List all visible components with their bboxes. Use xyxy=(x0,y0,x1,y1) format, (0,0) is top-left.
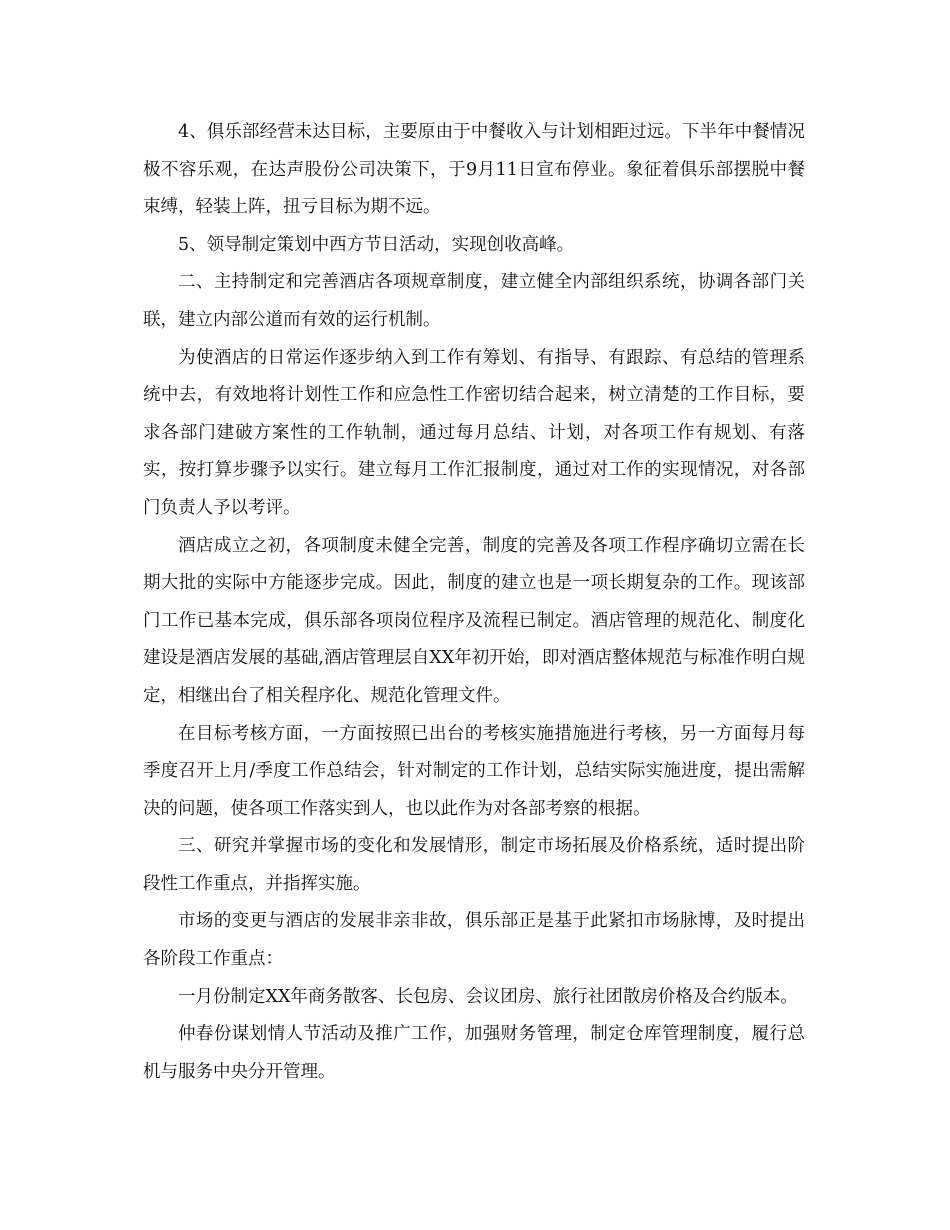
paragraph-daily-operations: 为使酒店的日常运作逐步纳入到工作有筹划、有指导、有跟踪、有总结的管理系统中去，有效地将计划性工作和应急性工作密切结合起来，树立清楚的工作目标，要求各部门建破方案性的工作轨制，通过每月总结、计划，对各项工作有规划、有落实，按打算步骤予以实行。建立每月工作汇报制度，通过对工作的实现情况，对各部门负责人予以考评。 xyxy=(143,347,805,518)
paragraph-market-changes: 市场的变更与酒店的发展非亲非故，俱乐部正是基于此紧扣市场脉博，及时提出各阶段工作重点： xyxy=(143,911,805,970)
paragraph-january-plan: 一月份制定XX年商务散客、长包房、会议团房、旅行社团散房价格及合约版本。 xyxy=(178,986,798,1007)
paragraph-spring-plan: 仲春份谋划情人节活动及推广工作，加强财务管理，制定仓库管理制度，履行总机与服务中央分开管理。 xyxy=(143,1024,805,1082)
document-body xyxy=(143,114,805,1091)
paragraph-club-operations: 4、俱乐部经营未达目标，主要原由于中餐收入与计划相距过远。下半年中餐情况极不容乐观，在达声股份公司决策下，于9月11日宣布停业。象征着俱乐部摆脱中餐束缚，轻装上阵，扭亏目标为期不远。 xyxy=(143,122,805,218)
paragraph-section-three-heading: 三、研究并掌握市场的变化和发展情形，制定市场拓展及价格系统，适时提出阶段性工作重点，并指挥实施。 xyxy=(143,836,805,894)
paragraph-target-assessment: 在目标考核方面，一方面按照已出台的考核实施措施进行考核，另一方面每月每季度召开上月/季度工作总结会，针对制定的工作计划，总结实际实施进度，提出需解决的问题，使各项工作落实到人，也以此作为对各部考察的根据。 xyxy=(143,723,805,819)
paragraph-section-two-heading: 二、主持制定和完善酒店各项规章制度，建立健全内部组织系统，协调各部门关联，建立内部公道而有效的运行机制。 xyxy=(143,272,805,330)
paragraph-holiday-events: 5、领导制定策划中西方节日活动，实现创收高峰。 xyxy=(178,234,575,255)
paragraph-system-establishment: 酒店成立之初，各项制度未健全完善，制度的完善及各项工作程序确切立需在长期大批的实际中方能逐步完成。因此，制度的建立也是一项长期复杂的工作。现该部门工作已基本完成，俱乐部各项岗位程序及流程已制定。酒店管理的规范化、制度化建设是酒店发展的基础,酒店管理层自XX年初开始，即对酒店整体规范与标准作明白规定，相继出台了相关程序化、规范化管理文件。 xyxy=(143,535,805,706)
